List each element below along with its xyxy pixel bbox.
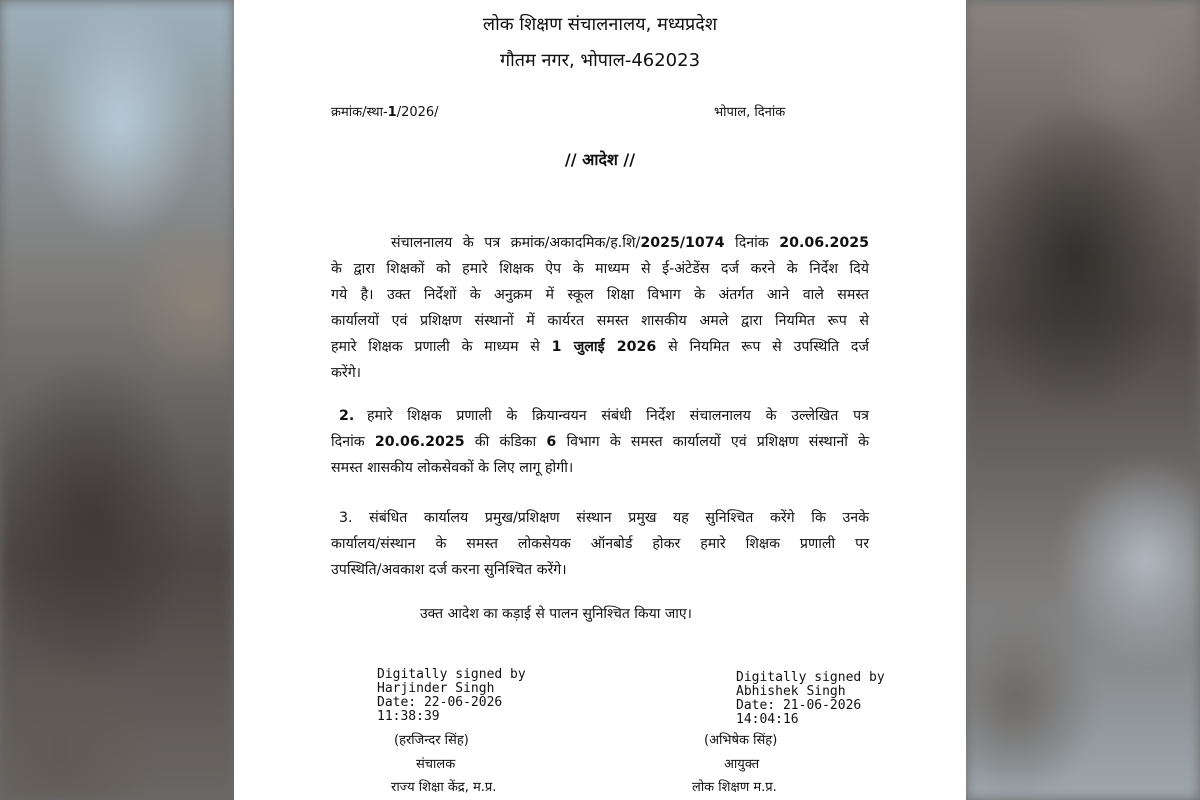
text-segment: से नियमित रूप से उपस्थिति दर्ज (656, 339, 869, 355)
text-segment: दिनांक (724, 235, 780, 251)
para1-line (331, 337, 869, 356)
para3-line (331, 560, 869, 579)
signatory-name-left: (हरजिन्दर सिंह) (394, 733, 469, 748)
para3-line (331, 508, 869, 527)
signer-name: Harjinder Singh (377, 681, 495, 696)
digital-signature-left (377, 668, 526, 724)
text-segment: विभाग के समस्त कार्यालयों एवं प्रशिक्षण संस्थानों के (556, 434, 869, 450)
para2-line (331, 432, 869, 451)
text-segment: हमारे शिक्षक प्रणाली के माध्यम से (331, 339, 552, 355)
reference-number: 1 (387, 105, 397, 120)
text-segment: की कंडिका (464, 434, 547, 450)
para2-line (331, 406, 869, 425)
reference-prefix: क्रमांक/स्था- (331, 105, 388, 120)
letter-number: 2025/1074 (640, 235, 725, 251)
office-address: गौतम नगर, भोपाल-462023 (499, 50, 701, 71)
text-segment: कार्यालय/संस्थान के समस्त लोकसेयक ऑनबोर्ड होकर हमारे शिक्षक प्रणाली पर (331, 536, 869, 552)
signature-time: 14:04:16 (736, 712, 799, 727)
para1-line (331, 259, 869, 278)
text-segment: कार्यालयों एवं प्रशिक्षण संस्थानों में कार्यरत समस्त शासकीय अमले द्वारा नियमित रूप से (331, 313, 869, 329)
text-segment: हमारे शिक्षक प्रणाली के क्रियान्वयन संबंधी निर्देश संचालनालय के उल्लेखित पत्र (367, 408, 869, 424)
para1-line (331, 311, 869, 330)
clause-number: 6 (546, 434, 557, 450)
signer-name: Abhishek Singh (736, 684, 846, 699)
letter-date: 20.06.2025 (374, 434, 465, 450)
reference-suffix: /2026/ (396, 105, 439, 120)
document-page (234, 0, 966, 800)
signatory-office-left: राज्य शिक्षा केंद्र, म.प्र. (391, 780, 497, 795)
order-title: // आदेश // (564, 150, 636, 169)
order-reference (331, 102, 439, 120)
signatory-designation-left: संचालक (416, 757, 456, 772)
para1-line (331, 285, 869, 304)
place-date: भोपाल, दिनांक (714, 105, 786, 120)
signature-line: Digitally signed by (736, 670, 885, 685)
signature-line: Digitally signed by (377, 667, 526, 682)
para2-number: 2. (339, 408, 355, 424)
text-segment: संचालनालय के पत्र क्रमांक/अकादमिक/ह.शि/ (391, 235, 641, 251)
office-name: लोक शिक्षण संचालनालय, मध्यप्रदेश (482, 14, 718, 35)
text-segment: समस्त शासकीय लोकसेवकों के लिए लागू होगी। (331, 460, 574, 476)
signatory-designation-right: आयुक्त (724, 757, 760, 772)
para1-line (331, 363, 869, 382)
signature-date: Date: 21-06-2026 (736, 698, 862, 713)
signatory-name-right: (अभिषेक सिंह) (704, 733, 778, 748)
blurred-background-left (0, 0, 234, 800)
text-segment: 3. संबंधित कार्यालय प्रमुख/प्रशिक्षण संस्थान प्रमुख यह सुनिश्चित करेंगे कि उनके (339, 510, 869, 526)
closing-instruction: उक्त आदेश का कड़ाई से पालन सुनिश्चित किया जाए। (420, 606, 692, 622)
para3-line (331, 534, 869, 553)
text-segment: के द्वारा शिक्षकों को हमारे शिक्षक ऐप के माध्यम से ई-अंटेडेंस दर्ज करने के निर्देश दिये (331, 261, 869, 277)
text-segment: करेंगे। (331, 365, 362, 381)
text-segment: दिनांक (331, 434, 375, 450)
signatory-office-right: लोक शिक्षण म.प्र. (692, 780, 777, 795)
letter-date: 20.06.2025 (779, 235, 869, 251)
digital-signature-right (736, 671, 885, 727)
para2-line (331, 458, 869, 477)
signature-date: Date: 22-06-2026 (377, 695, 503, 710)
blurred-background-right (966, 0, 1200, 800)
para1-line (331, 233, 869, 252)
signature-time: 11:38:39 (377, 709, 440, 724)
text-segment: गये है। उक्त निर्देशों के अनुक्रम में स्कूल शिक्षा विभाग के अंतर्गत आने वाले समस्त (331, 287, 869, 303)
text-segment: उपस्थिति/अवकाश दर्ज करना सुनिश्चित करेंगे। (331, 562, 567, 578)
effective-date: 1 जुलाई 2026 (551, 339, 657, 355)
